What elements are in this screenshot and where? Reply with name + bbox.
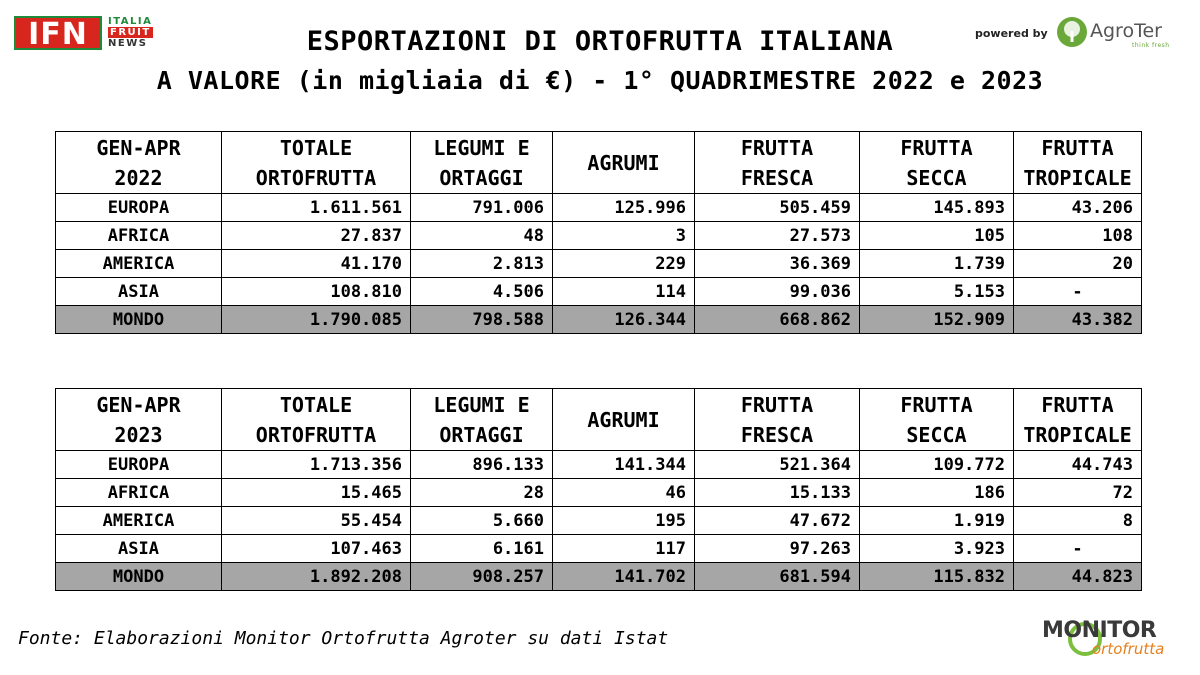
table-row xyxy=(56,194,1142,222)
col-header-agrumi: AGRUMI xyxy=(553,389,695,451)
page-title: ESPORTAZIONI DI ORTOFRUTTA ITALIANA xyxy=(306,26,894,57)
col-header-totale-ortofrutta: TOTALE ORTOFRUTTA xyxy=(222,389,411,451)
value-cell: 1.790.085 xyxy=(222,306,411,334)
value-cell: 3 xyxy=(553,222,695,250)
value-cell: 505.459 xyxy=(695,194,860,222)
value-cell: - xyxy=(1014,535,1142,563)
col-header-totale-ortofrutta: TOTALE ORTOFRUTTA xyxy=(222,132,411,194)
agroter-tagline: think fresh xyxy=(1132,42,1170,49)
total-row xyxy=(56,306,1142,334)
value-cell: 186 xyxy=(860,479,1014,507)
value-cell: 229 xyxy=(553,250,695,278)
value-cell: 43.206 xyxy=(1014,194,1142,222)
col-header-frutta-tropicale: FRUTTA TROPICALE xyxy=(1014,389,1142,451)
ifn-logo-line-italia: ITALIA xyxy=(108,16,153,27)
value-cell: 1.892.208 xyxy=(222,563,411,591)
total-row xyxy=(56,563,1142,591)
value-cell: 115.832 xyxy=(860,563,1014,591)
value-cell: 105 xyxy=(860,222,1014,250)
tree-icon xyxy=(1056,16,1088,48)
powered-by-label: powered by xyxy=(975,27,1048,40)
region-cell: MONDO xyxy=(56,306,222,334)
value-cell: 126.344 xyxy=(553,306,695,334)
page-subtitle: A VALORE (in migliaia di €) - 1° QUADRIMESTRE 2022 e 2023 xyxy=(156,66,1044,95)
region-cell: ASIA xyxy=(56,278,222,306)
value-cell: 141.702 xyxy=(553,563,695,591)
table-row xyxy=(56,222,1142,250)
value-cell: 72 xyxy=(1014,479,1142,507)
value-cell: 44.743 xyxy=(1014,451,1142,479)
col-header-frutta-tropicale: FRUTTA TROPICALE xyxy=(1014,132,1142,194)
table-row xyxy=(56,278,1142,306)
value-cell: 46 xyxy=(553,479,695,507)
table-row xyxy=(56,479,1142,507)
value-cell: 1.739 xyxy=(860,250,1014,278)
value-cell: 141.344 xyxy=(553,451,695,479)
value-cell: 99.036 xyxy=(695,278,860,306)
value-cell: 48 xyxy=(411,222,553,250)
value-cell: 3.923 xyxy=(860,535,1014,563)
value-cell: 195 xyxy=(553,507,695,535)
col-header-frutta-secca: FRUTTA SECCA xyxy=(860,132,1014,194)
value-cell: 798.588 xyxy=(411,306,553,334)
table-header-row xyxy=(56,132,1142,194)
source-note: Fonte: Elaborazioni Monitor Ortofrutta Agroter su dati Istat xyxy=(18,628,669,649)
table-row xyxy=(56,507,1142,535)
col-header-frutta-fresca: FRUTTA FRESCA xyxy=(695,389,860,451)
col-header-legumi-ortaggi: LEGUMI E ORTAGGI xyxy=(411,132,553,194)
value-cell: 47.672 xyxy=(695,507,860,535)
region-cell: AMERICA xyxy=(56,507,222,535)
col-header-agrumi: AGRUMI xyxy=(553,132,695,194)
col-header-period: GEN-APR 2022 xyxy=(56,132,222,194)
value-cell: 117 xyxy=(553,535,695,563)
value-cell: 5.660 xyxy=(411,507,553,535)
value-cell: 28 xyxy=(411,479,553,507)
value-cell: 4.506 xyxy=(411,278,553,306)
monitor-wordmark: MONITOR xyxy=(1042,618,1157,643)
value-cell: 108 xyxy=(1014,222,1142,250)
value-cell: 15.465 xyxy=(222,479,411,507)
value-cell: 107.463 xyxy=(222,535,411,563)
value-cell: 5.153 xyxy=(860,278,1014,306)
region-cell: AMERICA xyxy=(56,250,222,278)
value-cell: 8 xyxy=(1014,507,1142,535)
value-cell: 908.257 xyxy=(411,563,553,591)
value-cell: - xyxy=(1014,278,1142,306)
value-cell: 896.133 xyxy=(411,451,553,479)
table-header-row xyxy=(56,389,1142,451)
agroter-wordmark: AgroTer xyxy=(1090,20,1162,42)
value-cell: 55.454 xyxy=(222,507,411,535)
col-header-frutta-fresca: FRUTTA FRESCA xyxy=(695,132,860,194)
table-row xyxy=(56,451,1142,479)
ifn-logo-mark: IFN xyxy=(14,16,102,50)
value-cell: 36.369 xyxy=(695,250,860,278)
region-cell: MONDO xyxy=(56,563,222,591)
col-header-legumi-ortaggi: LEGUMI E ORTAGGI xyxy=(411,389,553,451)
region-cell: AFRICA xyxy=(56,479,222,507)
value-cell: 44.823 xyxy=(1014,563,1142,591)
value-cell: 109.772 xyxy=(860,451,1014,479)
value-cell: 6.161 xyxy=(411,535,553,563)
value-cell: 43.382 xyxy=(1014,306,1142,334)
region-cell: EUROPA xyxy=(56,451,222,479)
table-row xyxy=(56,535,1142,563)
value-cell: 15.133 xyxy=(695,479,860,507)
value-cell: 27.837 xyxy=(222,222,411,250)
value-cell: 1.713.356 xyxy=(222,451,411,479)
value-cell: 1.611.561 xyxy=(222,194,411,222)
table-row xyxy=(56,250,1142,278)
value-cell: 20 xyxy=(1014,250,1142,278)
value-cell: 108.810 xyxy=(222,278,411,306)
region-cell: ASIA xyxy=(56,535,222,563)
col-header-period: GEN-APR 2023 xyxy=(56,389,222,451)
col-header-frutta-secca: FRUTTA SECCA xyxy=(860,389,1014,451)
value-cell: 114 xyxy=(553,278,695,306)
exports-table-2023 xyxy=(55,388,1142,591)
value-cell: 27.573 xyxy=(695,222,860,250)
monitor-ortofrutta-logo xyxy=(1042,618,1182,664)
region-cell: EUROPA xyxy=(56,194,222,222)
exports-table-2022 xyxy=(55,131,1142,334)
ifn-logo-line-fruit: FRUIT xyxy=(110,27,151,38)
value-cell: 2.813 xyxy=(411,250,553,278)
agroter-logo xyxy=(1056,16,1186,48)
value-cell: 125.996 xyxy=(553,194,695,222)
ifn-logo-line-news: NEWS xyxy=(108,38,148,49)
value-cell: 145.893 xyxy=(860,194,1014,222)
value-cell: 97.263 xyxy=(695,535,860,563)
value-cell: 668.862 xyxy=(695,306,860,334)
region-cell: AFRICA xyxy=(56,222,222,250)
monitor-subtitle: ortofrutta xyxy=(1092,640,1165,658)
value-cell: 681.594 xyxy=(695,563,860,591)
value-cell: 41.170 xyxy=(222,250,411,278)
value-cell: 521.364 xyxy=(695,451,860,479)
value-cell: 152.909 xyxy=(860,306,1014,334)
value-cell: 791.006 xyxy=(411,194,553,222)
value-cell: 1.919 xyxy=(860,507,1014,535)
